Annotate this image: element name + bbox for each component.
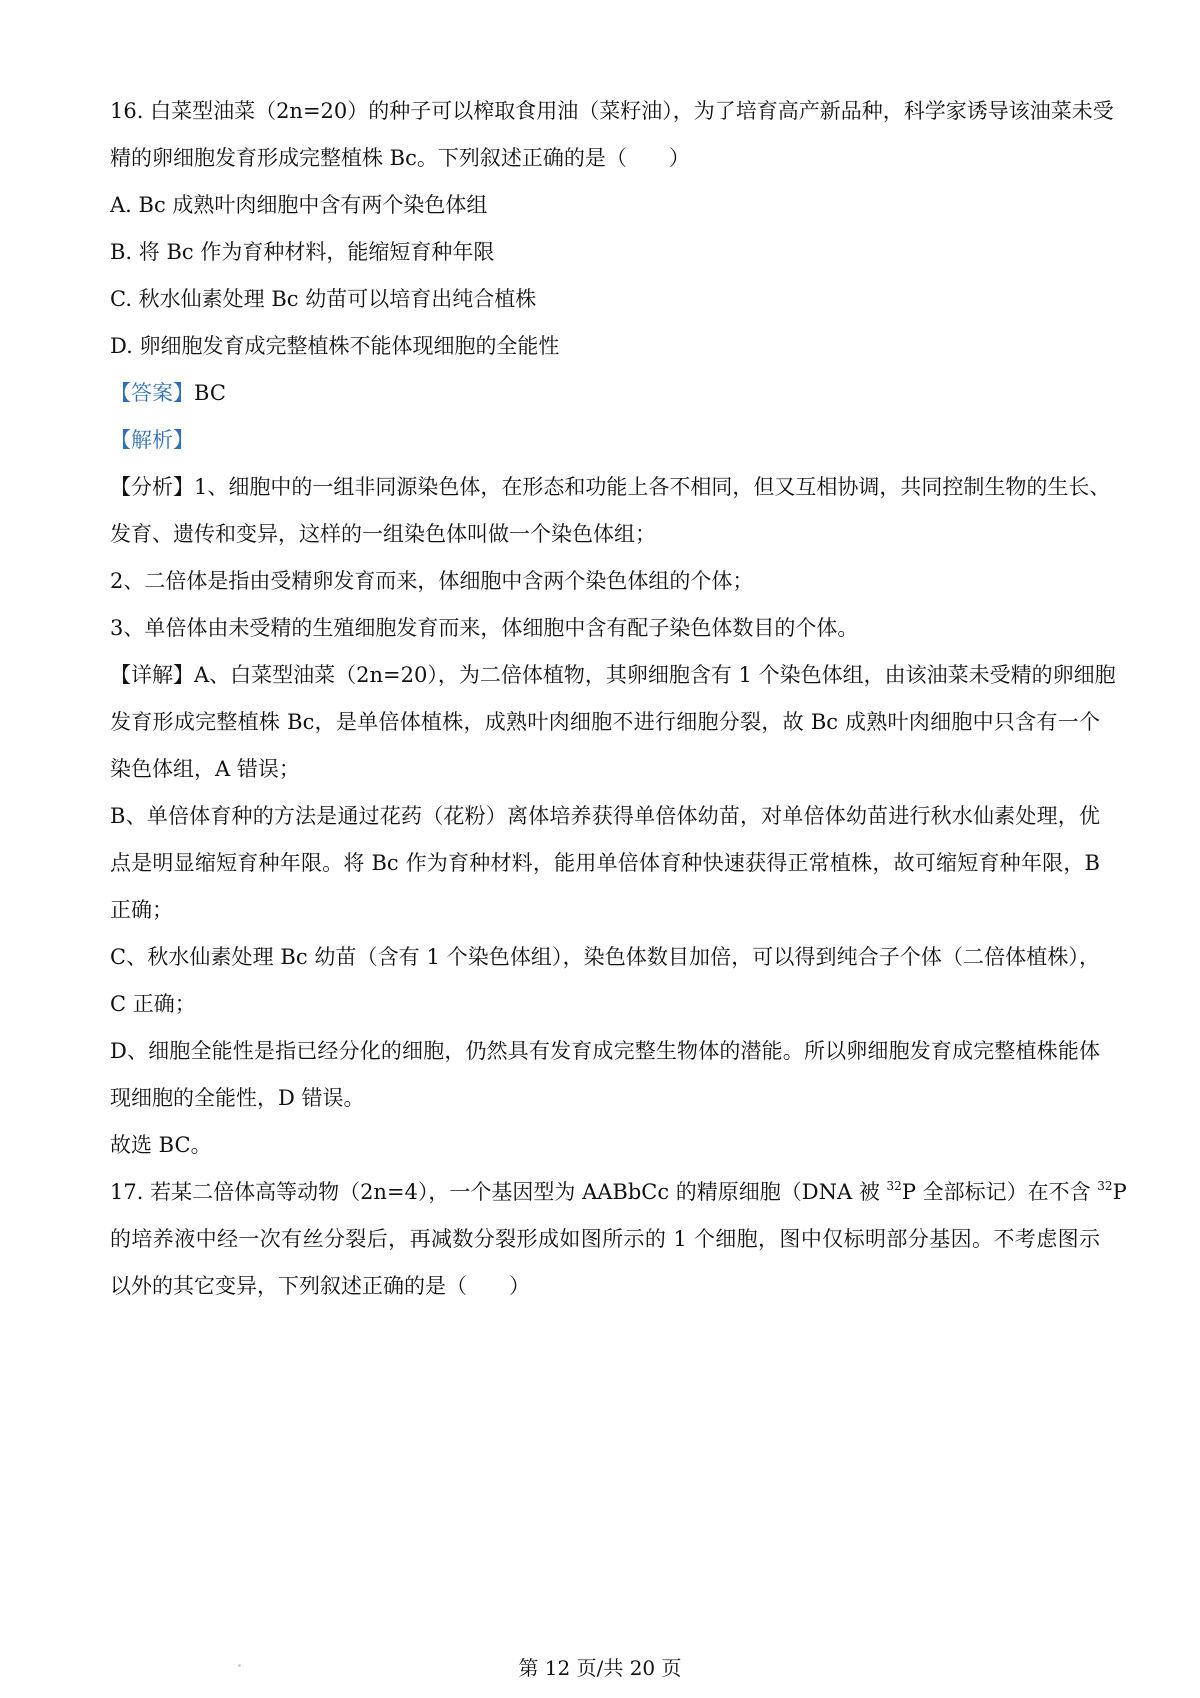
detail-line: 染色体组，A 错误； [110,757,300,781]
q16-option-a: A. Bc 成熟叶肉细胞中含有两个染色体组 [110,193,488,217]
analysis-tag: 【解析】 [110,428,194,452]
detail-line: C、秋水仙素处理 Bc 幼苗（含有 1 个染色体组），染色体数目加倍，可以得到纯合子个体（二倍体植株）， [110,945,1100,969]
q16-option-b: B. 将 Bc 作为育种材料，能缩短育种年限 [110,240,495,264]
isotope-superscript: 32 [886,1179,902,1193]
detail-text: A、白菜型油菜（2n=20），为二倍体植物，其卵细胞含有 1 个染色体组，由该油菜未受精的卵细胞 [194,663,1116,687]
detail-line: C 正确； [110,992,196,1016]
q16-option-d: D. 卵细胞发育成完整植株不能体现细胞的全能性 [110,334,560,358]
conclusion-line: 故选 BC。 [110,1133,212,1157]
fenxi-text: 1、细胞中的一组非同源染色体，在形态和功能上各不相同，但又互相协调，共同控制生物的生长、 [194,475,1111,499]
q17-stem-line: 以外的其它变异，下列叙述正确的是（ ） [110,1274,530,1298]
fenxi-line: 2、二倍体是指由受精卵发育而来，体细胞中含两个染色体组的个体； [110,569,754,593]
detail-line: 点是明显缩短育种年限。将 Bc 作为育种材料，能用单倍体育种快速获得正常植株，故可缩短育种年限，B [110,851,1100,875]
detail-line: 发育形成完整植株 Bc，是单倍体植株，成熟叶肉细胞不进行细胞分裂，故 Bc 成熟叶肉细胞中只含有一个 [110,710,1100,734]
answer-value: BC [194,381,226,405]
fenxi-tag: 【分析】 [110,475,194,499]
fenxi-line [110,464,1111,511]
answer-line [110,370,1100,417]
q16-stem-line: 16. 白菜型油菜（2n=20）的种子可以榨取食用油（菜籽油），为了培育高产新品种，科学家诱导该油菜未受 [110,99,1114,123]
detail-line: 正确； [110,898,173,922]
detail-line: 现细胞的全能性，D 错误。 [110,1086,365,1110]
q16-stem-line: 精的卵细胞发育形成完整植株 Bc。下列叙述正确的是（ ） [110,146,690,170]
isotope-superscript: 32 [1097,1179,1113,1193]
detail-line: B、单倍体育种的方法是通过花药（花粉）离体培养获得单倍体幼苗，对单倍体幼苗进行秋水仙素处理，优 [110,804,1100,828]
detail-line [110,652,1116,699]
fenxi-line: 发育、遗传和变异，这样的一组染色体叫做一个染色体组； [110,522,656,546]
q17-text: P [1112,1180,1127,1204]
analysis-heading [110,417,1100,464]
q17-stem-line: 的培养液中经一次有丝分裂后，再减数分裂形成如图所示的 1 个细胞，图中仅标明部分基因。不考虑图示 [110,1227,1100,1251]
q17-text: P 全部标记）在不含 [901,1180,1098,1204]
q17-text: 17. 若某二倍体高等动物（2n=4），一个基因型为 AABbCc 的精原细胞（DNA 被 [110,1180,887,1204]
q17-stem-line [110,1169,1127,1216]
fenxi-line: 3、单倍体由未受精的生殖细胞发育而来，体细胞中含有配子染色体数目的个体。 [110,616,859,640]
detail-line: D、细胞全能性是指已经分化的细胞，仍然具有发育成完整生物体的潜能。所以卵细胞发育成完整植株能体 [110,1039,1100,1063]
answer-tag: 【答案】 [110,381,194,405]
xiangjie-tag: 【详解】 [110,663,194,687]
page-number: 第 12 页/共 20 页 [518,1656,682,1680]
page-content [110,88,1127,1310]
q16-option-c: C. 秋水仙素处理 Bc 幼苗可以培育出纯合植株 [110,287,537,311]
